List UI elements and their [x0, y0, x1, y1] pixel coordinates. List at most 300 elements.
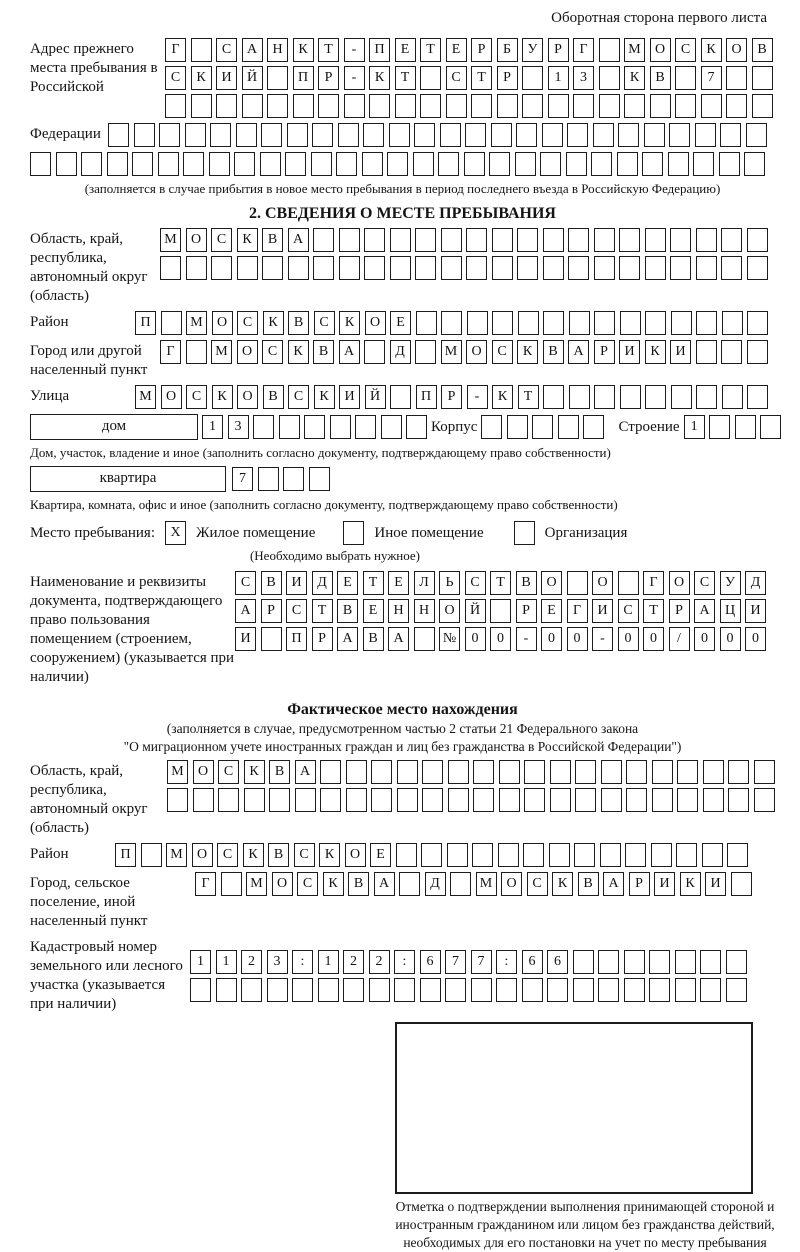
char-cell	[420, 978, 441, 1002]
char-cell: И	[286, 571, 307, 595]
actual-location-title: Фактическое место нахождения	[287, 701, 518, 718]
char-cell	[339, 228, 360, 252]
char-cell	[396, 843, 417, 867]
char-cell: О	[237, 340, 258, 364]
char-cell	[567, 123, 588, 147]
actual-location-note-2: "О миграционном учете иностранных граждан и лиц без гражданства в Российской Федерации")	[123, 739, 682, 754]
char-cell: В	[363, 627, 384, 651]
char-cell	[490, 599, 511, 623]
char-cell: О	[439, 599, 460, 623]
char-cell: В	[261, 571, 282, 595]
char-cell: О	[193, 760, 214, 784]
actual-district-label: Район	[30, 846, 69, 862]
char-cell: Т	[318, 38, 339, 62]
char-cell	[364, 340, 385, 364]
char-cell	[593, 123, 614, 147]
char-cell: О	[192, 843, 213, 867]
char-cell	[448, 760, 469, 784]
char-cell	[369, 94, 390, 118]
char-cell	[267, 978, 288, 1002]
char-cell: С	[218, 760, 239, 784]
actual-region-block	[30, 760, 775, 838]
char-cell: Т	[471, 66, 492, 90]
apartment-type-box: квартира	[30, 466, 226, 492]
char-cell	[389, 123, 410, 147]
char-cell	[754, 788, 775, 812]
char-cell	[218, 788, 239, 812]
char-cell: 3	[267, 950, 288, 974]
char-cell	[387, 152, 408, 176]
char-cell	[652, 760, 673, 784]
char-cell: 6	[547, 950, 568, 974]
char-cell	[312, 123, 333, 147]
char-cell	[752, 66, 773, 90]
char-cell: К	[243, 843, 264, 867]
char-cell	[287, 123, 308, 147]
char-cell	[190, 978, 211, 1002]
char-cell	[447, 843, 468, 867]
char-cell	[731, 872, 752, 896]
char-cell: 6	[522, 950, 543, 974]
document-block	[30, 571, 775, 687]
char-cell	[497, 94, 518, 118]
char-cell	[677, 788, 698, 812]
char-cell	[496, 978, 517, 1002]
char-cell: 1	[190, 950, 211, 974]
char-cell: Н	[267, 38, 288, 62]
char-cell: :	[496, 950, 517, 974]
document-label: Наименование и реквизиты документа, подтверждающего право пользования помещением (строением, сооружением) (указывается при наличии)	[30, 574, 235, 685]
char-cell	[183, 152, 204, 176]
char-cell	[618, 123, 639, 147]
char-cell	[134, 123, 155, 147]
char-cell: Е	[337, 571, 358, 595]
char-cell: :	[292, 950, 313, 974]
char-cell	[721, 340, 742, 364]
char-cell	[617, 152, 638, 176]
char-cell: О	[272, 872, 293, 896]
char-cell	[735, 415, 756, 439]
char-cell	[30, 152, 51, 176]
char-cell: Е	[388, 571, 409, 595]
stay-type-option-other: Иное помещение	[374, 524, 484, 541]
char-cell: Т	[312, 599, 333, 623]
char-cell	[600, 843, 621, 867]
char-cell	[747, 385, 768, 409]
char-cell	[160, 256, 181, 280]
char-cell	[420, 66, 441, 90]
char-cell	[583, 415, 604, 439]
char-cell	[700, 978, 721, 1002]
char-cell	[471, 94, 492, 118]
char-cell	[670, 228, 691, 252]
apartment-caption: Квартира, комната, офис и иное (заполнить согласно документу, подтверждающему право собственности)	[30, 497, 618, 512]
char-cell: С	[446, 66, 467, 90]
char-cell	[645, 228, 666, 252]
char-cell	[336, 152, 357, 176]
char-cell: Е	[395, 38, 416, 62]
char-cell	[573, 94, 594, 118]
char-cell: Ц	[720, 599, 741, 623]
char-cell	[309, 467, 330, 491]
char-cell	[421, 843, 442, 867]
char-cell: 1	[684, 415, 705, 439]
char-cell	[594, 385, 615, 409]
char-cell: 0	[541, 627, 562, 651]
char-cell	[574, 843, 595, 867]
city-cells	[160, 340, 768, 364]
char-cell: С	[675, 38, 696, 62]
char-cell	[594, 228, 615, 252]
char-cell	[395, 94, 416, 118]
region-row-1	[160, 228, 775, 252]
char-cell: В	[313, 340, 334, 364]
char-cell	[645, 311, 666, 335]
char-cell	[473, 788, 494, 812]
char-cell	[747, 256, 768, 280]
char-cell	[618, 571, 639, 595]
char-cell	[159, 123, 180, 147]
char-cell	[292, 978, 313, 1002]
page-side-note: Оборотная сторона первого листа	[551, 10, 767, 26]
char-cell: К	[323, 872, 344, 896]
char-cell	[466, 228, 487, 252]
region-label: Область, край, республика, автономный округ (область)	[30, 231, 148, 304]
char-cell: 7	[232, 467, 253, 491]
char-cell	[550, 788, 571, 812]
char-cell	[517, 228, 538, 252]
char-cell	[279, 415, 300, 439]
char-cell: С	[294, 843, 315, 867]
char-cell	[696, 228, 717, 252]
char-cell: 1	[318, 950, 339, 974]
char-cell: А	[568, 340, 589, 364]
char-cell: Р	[548, 38, 569, 62]
char-cell: М	[160, 228, 181, 252]
char-cell	[489, 152, 510, 176]
char-cell	[191, 94, 212, 118]
char-cell	[532, 415, 553, 439]
char-cell: М	[211, 340, 232, 364]
char-cell	[619, 228, 640, 252]
stay-type-checkbox-organization	[514, 521, 535, 545]
prev-address-row-1	[165, 38, 775, 62]
char-cell	[236, 123, 257, 147]
char-cell: К	[314, 385, 335, 409]
prev-address-row-4	[108, 123, 767, 147]
char-cell	[413, 152, 434, 176]
stay-type-checkbox-other	[343, 521, 364, 545]
char-cell	[339, 256, 360, 280]
cadastral-label: Кадастровый номер земельного или лесного участка (указывается при наличии)	[30, 939, 183, 1012]
section2-title: 2. СВЕДЕНИЯ О МЕСТЕ ПРЕБЫВАНИЯ	[249, 205, 556, 222]
document-row-3	[235, 627, 775, 651]
char-cell: Р	[594, 340, 615, 364]
char-cell	[624, 978, 645, 1002]
char-cell	[369, 978, 390, 1002]
char-cell: М	[476, 872, 497, 896]
char-cell: Т	[420, 38, 441, 62]
char-cell	[569, 311, 590, 335]
house-type-box: дом	[30, 414, 198, 440]
char-cell: И	[592, 599, 613, 623]
char-cell	[438, 152, 459, 176]
char-cell	[594, 311, 615, 335]
char-cell	[210, 123, 231, 147]
char-cell: К	[244, 760, 265, 784]
char-cell	[499, 760, 520, 784]
char-cell	[295, 788, 316, 812]
char-cell: Ь	[439, 571, 460, 595]
char-cell	[568, 228, 589, 252]
char-cell: К	[319, 843, 340, 867]
char-cell	[645, 385, 666, 409]
char-cell: Н	[414, 599, 435, 623]
char-cell	[242, 94, 263, 118]
char-cell	[441, 311, 462, 335]
char-cell: М	[166, 843, 187, 867]
char-cell	[241, 978, 262, 1002]
char-cell: 0	[618, 627, 639, 651]
char-cell	[209, 152, 230, 176]
stay-type-checkbox-residential	[165, 521, 186, 545]
actual-city-cells	[195, 872, 752, 896]
char-cell	[441, 228, 462, 252]
city-row	[30, 340, 775, 380]
char-cell: К	[191, 66, 212, 90]
char-cell	[158, 152, 179, 176]
char-cell: М	[186, 311, 207, 335]
stroenie-label: Строение	[618, 419, 680, 435]
char-cell	[760, 415, 781, 439]
char-cell	[362, 152, 383, 176]
char-cell	[107, 152, 128, 176]
char-cell	[261, 627, 282, 651]
char-cell: П	[369, 38, 390, 62]
district-label: Район	[30, 314, 69, 330]
char-cell	[318, 94, 339, 118]
char-cell: Р	[441, 385, 462, 409]
char-cell	[320, 760, 341, 784]
char-cell: У	[522, 38, 543, 62]
char-cell	[726, 950, 747, 974]
char-cell: Т	[395, 66, 416, 90]
char-cell	[514, 521, 535, 545]
char-cell	[550, 760, 571, 784]
char-cell	[371, 788, 392, 812]
char-cell	[649, 950, 670, 974]
char-cell: 7	[701, 66, 722, 90]
city-label: Город или другой населенный пункт	[30, 343, 148, 378]
char-cell	[726, 94, 747, 118]
prev-address-label: Адрес прежнего места пребывания в Российской	[30, 41, 158, 95]
actual-district-row	[30, 843, 775, 867]
char-cell: А	[295, 760, 316, 784]
char-cell	[624, 950, 645, 974]
char-cell: Г	[160, 340, 181, 364]
char-cell	[720, 123, 741, 147]
char-cell	[381, 415, 402, 439]
char-cell	[675, 94, 696, 118]
char-cell	[498, 843, 519, 867]
char-cell	[448, 788, 469, 812]
char-cell	[81, 152, 102, 176]
char-cell	[304, 415, 325, 439]
char-cell	[548, 94, 569, 118]
char-cell	[283, 467, 304, 491]
district-row	[30, 311, 775, 335]
char-cell	[599, 66, 620, 90]
char-cell: П	[293, 66, 314, 90]
char-cell	[591, 152, 612, 176]
char-cell	[211, 256, 232, 280]
char-cell	[727, 843, 748, 867]
char-cell: И	[216, 66, 237, 90]
char-cell	[253, 415, 274, 439]
char-cell	[390, 385, 411, 409]
char-cell	[619, 256, 640, 280]
char-cell	[406, 415, 427, 439]
char-cell: Н	[388, 599, 409, 623]
char-cell	[141, 843, 162, 867]
korpus-cells	[481, 415, 604, 439]
actual-district-cells	[115, 843, 748, 867]
char-cell	[620, 385, 641, 409]
cadastral-row-1	[190, 950, 775, 974]
prev-address-row-3	[165, 94, 775, 118]
char-cell: -	[344, 38, 365, 62]
char-cell: 1	[202, 415, 223, 439]
char-cell	[132, 152, 153, 176]
char-cell	[492, 228, 513, 252]
district-cells	[135, 311, 768, 335]
char-cell: П	[286, 627, 307, 651]
char-cell	[473, 760, 494, 784]
char-cell: Р	[629, 872, 650, 896]
prev-address-caption: (заполняется в случае прибытия в новое место пребывания в период последнего въезда в Российскую Федерацию)	[84, 181, 721, 196]
char-cell: И	[339, 385, 360, 409]
actual-region-label: Область, край, республика, автономный округ (область)	[30, 763, 148, 836]
actual-city-label: Город, сельское поселение, иной населенный пункт	[30, 875, 148, 929]
char-cell: И	[745, 599, 766, 623]
char-cell	[515, 152, 536, 176]
char-cell: К	[645, 340, 666, 364]
actual-region-row-1	[167, 760, 775, 784]
char-cell	[422, 788, 443, 812]
char-cell	[747, 340, 768, 364]
char-cell	[185, 123, 206, 147]
char-cell: С	[262, 340, 283, 364]
char-cell	[569, 385, 590, 409]
char-cell	[320, 788, 341, 812]
char-cell	[355, 415, 376, 439]
char-cell	[446, 94, 467, 118]
char-cell	[472, 843, 493, 867]
char-cell: И	[654, 872, 675, 896]
char-cell	[540, 152, 561, 176]
char-cell	[747, 311, 768, 335]
char-cell	[703, 788, 724, 812]
char-cell: А	[337, 627, 358, 651]
char-cell	[722, 385, 743, 409]
char-cell: Е	[541, 599, 562, 623]
char-cell	[108, 123, 129, 147]
char-cell: Р	[497, 66, 518, 90]
char-cell	[193, 788, 214, 812]
char-cell: О	[186, 228, 207, 252]
actual-location-note-1: (заполняется в случае, предусмотренном частью 2 статьи 21 Федерального закона	[166, 721, 639, 736]
char-cell: Р	[669, 599, 690, 623]
prev-address-row-2	[165, 66, 775, 90]
char-cell	[696, 385, 717, 409]
char-cell	[645, 256, 666, 280]
char-cell	[566, 152, 587, 176]
char-cell	[601, 788, 622, 812]
char-cell: Р	[312, 627, 333, 651]
char-cell: А	[288, 228, 309, 252]
char-cell: П	[115, 843, 136, 867]
char-cell	[599, 38, 620, 62]
char-cell	[573, 950, 594, 974]
char-cell: К	[680, 872, 701, 896]
char-cell: К	[624, 66, 645, 90]
char-cell: К	[552, 872, 573, 896]
char-cell	[523, 843, 544, 867]
char-cell: К	[293, 38, 314, 62]
char-cell	[695, 123, 716, 147]
korpus-label: Корпус	[431, 419, 478, 435]
char-cell: В	[288, 311, 309, 335]
char-cell	[703, 760, 724, 784]
stay-type-label: Место пребывания:	[30, 524, 155, 541]
char-cell	[549, 843, 570, 867]
char-cell: У	[720, 571, 741, 595]
char-cell	[726, 66, 747, 90]
char-cell: К	[339, 311, 360, 335]
char-cell	[471, 978, 492, 1002]
char-cell	[450, 872, 471, 896]
char-cell	[161, 311, 182, 335]
char-cell	[649, 978, 670, 1002]
char-cell: О	[161, 385, 182, 409]
char-cell	[186, 340, 207, 364]
char-cell	[626, 788, 647, 812]
char-cell: К	[288, 340, 309, 364]
char-cell	[216, 978, 237, 1002]
char-cell	[313, 228, 334, 252]
char-cell	[752, 94, 773, 118]
char-cell: В	[543, 340, 564, 364]
region-block	[30, 228, 775, 306]
char-cell: 0	[745, 627, 766, 651]
char-cell	[675, 978, 696, 1002]
char-cell	[221, 872, 242, 896]
char-cell	[728, 788, 749, 812]
char-cell: О	[669, 571, 690, 595]
char-cell: С	[217, 843, 238, 867]
char-cell	[644, 123, 665, 147]
char-cell: К	[369, 66, 390, 90]
char-cell: В	[269, 760, 290, 784]
stay-type-option-organization: Организация	[544, 524, 628, 541]
char-cell: А	[339, 340, 360, 364]
char-cell	[594, 256, 615, 280]
char-cell	[670, 256, 691, 280]
char-cell	[668, 152, 689, 176]
char-cell	[338, 123, 359, 147]
char-cell: М	[135, 385, 156, 409]
char-cell: О	[466, 340, 487, 364]
